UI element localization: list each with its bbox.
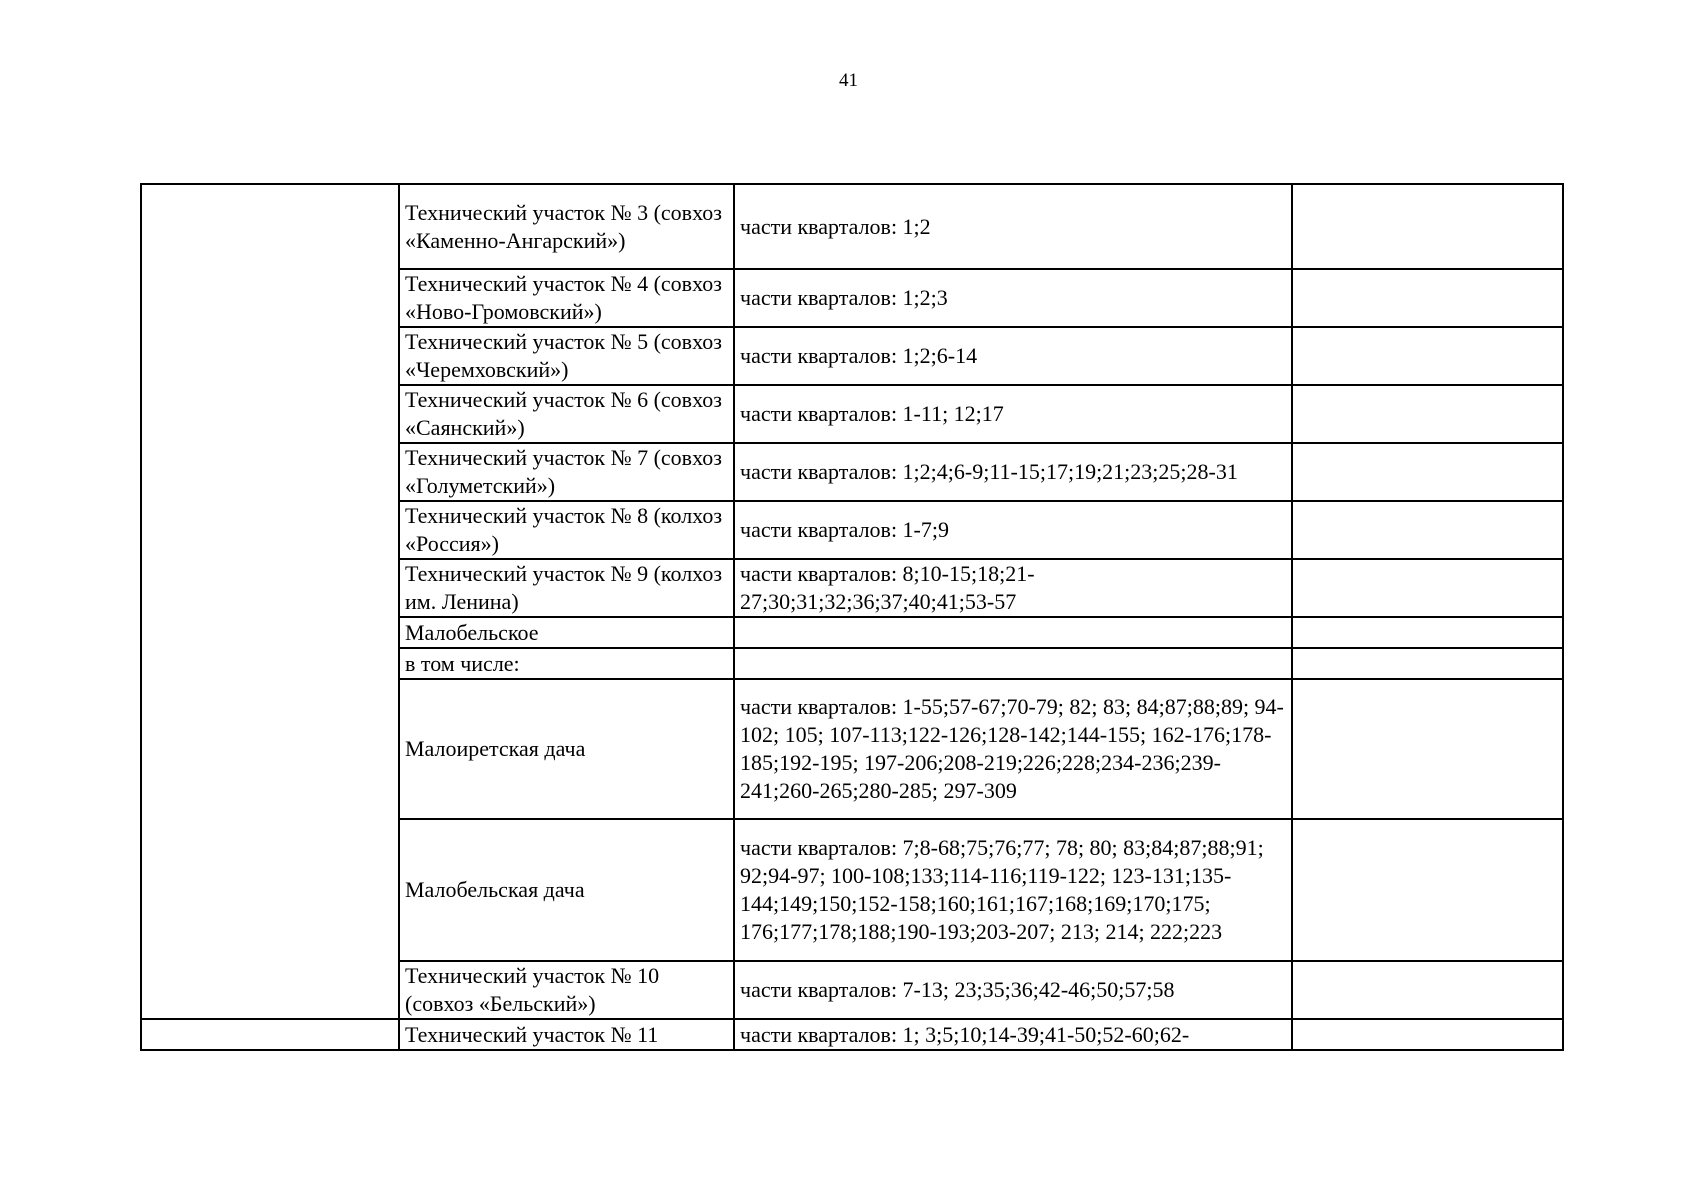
table-cell-quarters: части кварталов: 7-13; 23;35;36;42-46;50;57;58 [734,961,1292,1019]
table-cell-quarters: части кварталов: 1; 3;5;10;14-39;41-50;52-60;62- [734,1019,1292,1050]
table-cell-quarters: части кварталов: 1;2;4;6-9;11-15;17;19;21;23;25;28-31 [734,443,1292,501]
table-cell-note [1292,184,1563,269]
table-cell-note [1292,443,1563,501]
table-cell-note [1292,819,1563,961]
table-cell-quarters: части кварталов: 1-55;57-67;70-79; 82; 83; 84;87;88;89; 94-102; 105; 107-113;122-126;128-142;144-155; 162-176;178-185;192-195; 197-206;208-219;226;228;234-236;239-241;260-265;280-285; 297-309 [734,679,1292,819]
table-cell-name: в том числе: [399,648,734,679]
table-cell-quarters [734,617,1292,648]
table-cell-note [1292,327,1563,385]
table-row [141,1019,1563,1050]
table-cell-district [141,1019,399,1050]
table-cell-quarters: части кварталов: 1-7;9 [734,501,1292,559]
table-cell-note [1292,385,1563,443]
table-cell-quarters [734,648,1292,679]
table-cell-quarters: части кварталов: 1;2;6-14 [734,327,1292,385]
table-cell-name: Технический участок № 9 (колхоз им. Ленина) [399,559,734,617]
table-cell-note [1292,501,1563,559]
table-cell-note [1292,269,1563,327]
page-number: 41 [839,70,858,91]
table-cell-quarters: части кварталов: 8;10-15;18;21-27;30;31;32;36;37;40;41;53-57 [734,559,1292,617]
forestry-table [140,183,1564,1051]
table-cell-note [1292,1019,1563,1050]
table-cell-name: Технический участок № 7 (совхоз «Голуметский») [399,443,734,501]
table-cell-district [141,184,399,1019]
table-cell-name: Технический участок № 6 (совхоз «Саянский») [399,385,734,443]
table-cell-name: Технический участок № 11 [399,1019,734,1050]
table-cell-name: Малобельское [399,617,734,648]
table-cell-quarters: части кварталов: 1-11; 12;17 [734,385,1292,443]
table-cell-quarters: части кварталов: 1;2;3 [734,269,1292,327]
table-cell-name: Малоиретская дача [399,679,734,819]
table-cell-note [1292,559,1563,617]
table-cell-note [1292,961,1563,1019]
table-cell-note [1292,617,1563,648]
table-cell-note [1292,679,1563,819]
table-cell-note [1292,648,1563,679]
table-cell-name: Технический участок № 3 (совхоз «Каменно-Ангарский») [399,184,734,269]
table-cell-name: Малобельская дача [399,819,734,961]
table-cell-name: Технический участок № 10 (совхоз «Бельский») [399,961,734,1019]
table-cell-quarters: части кварталов: 1;2 [734,184,1292,269]
table-cell-name: Технический участок № 8 (колхоз «Россия») [399,501,734,559]
table-cell-name: Технический участок № 5 (совхоз «Черемховский») [399,327,734,385]
table-row [141,184,1563,269]
table-cell-name: Технический участок № 4 (совхоз «Ново-Громовский») [399,269,734,327]
table-cell-quarters: части кварталов: 7;8-68;75;76;77; 78; 80; 83;84;87;88;91; 92;94-97; 100-108;133;114-116;119-122; 123-131;135-144;149;150;152-158;160;161;167;168;169;170;175; 176;177;178;188;190-193;203-207; 213; 214; 222;223 [734,819,1292,961]
